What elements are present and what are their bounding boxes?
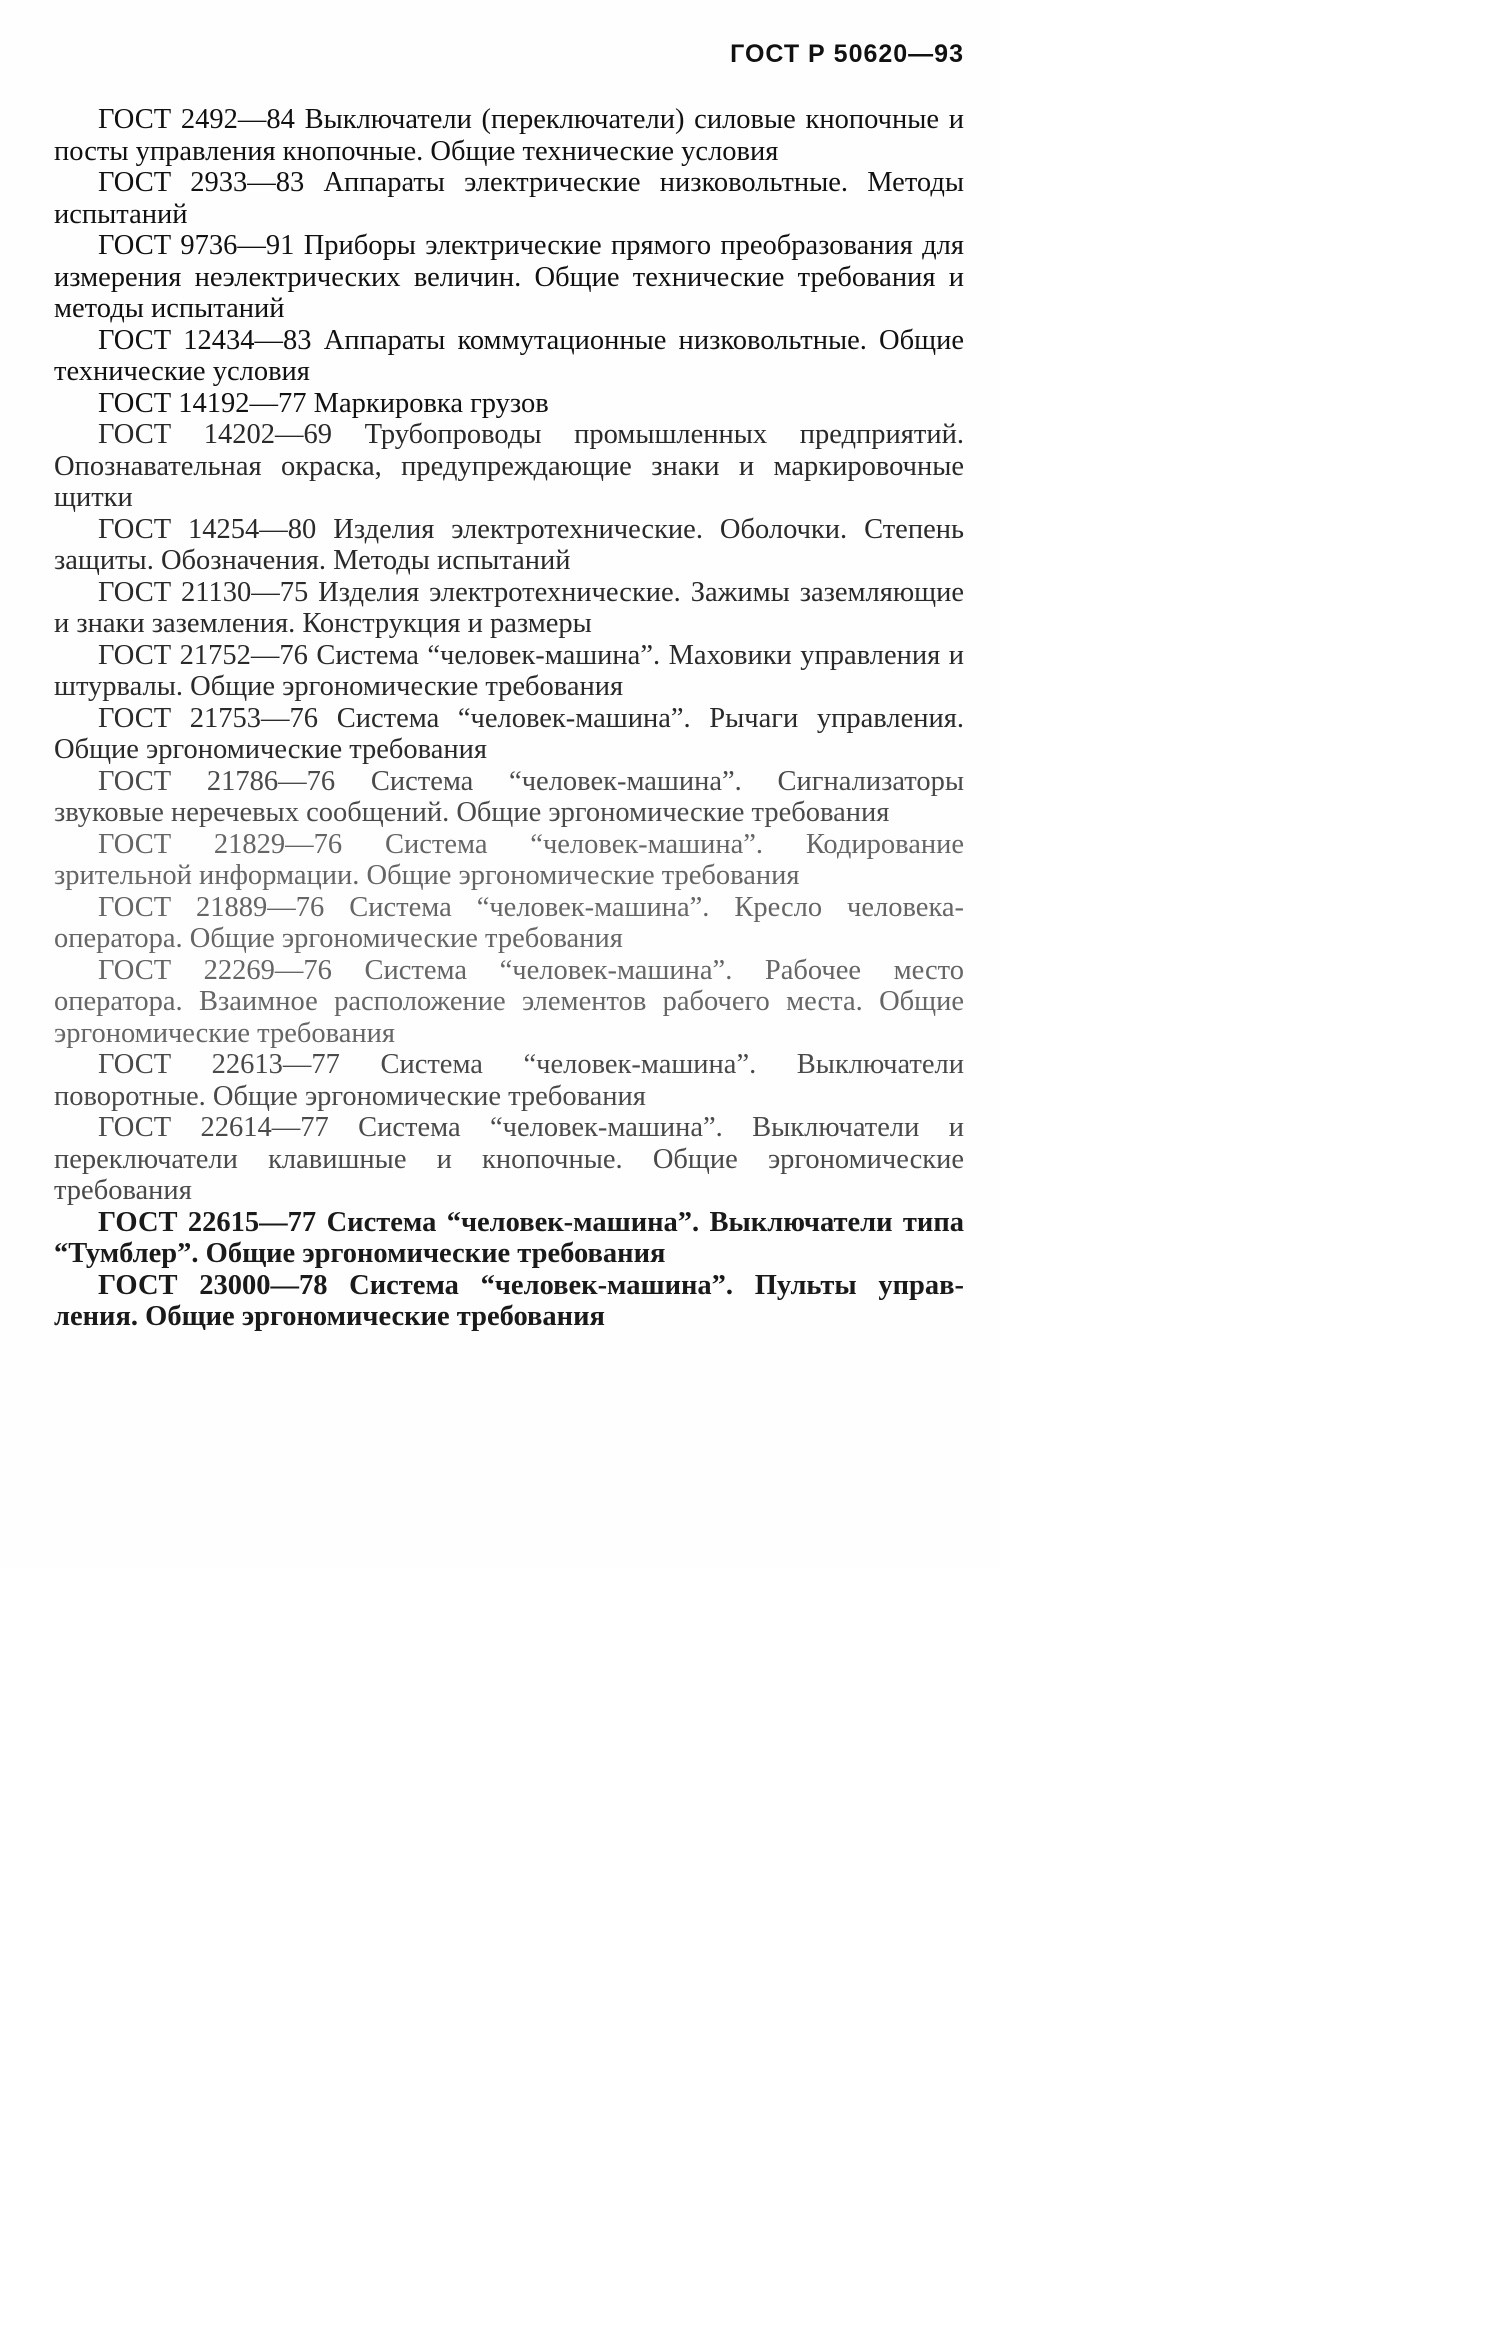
reference-code: ГОСТ 21130—75 <box>98 576 309 608</box>
reference-code: ГОСТ 14254—80 <box>98 513 317 545</box>
reference-title: Система “человек-машина”. Пульты управления. Общие эргономические требования <box>54 1269 965 1332</box>
reference-entry <box>54 230 964 325</box>
reference-title: Приборы электрические прямого преобразования для измерения неэлектрических величин. Общие технические требования и методы испытаний <box>54 230 964 324</box>
reference-code: ГОСТ 14192—77 <box>98 387 307 419</box>
reference-entry <box>54 1112 964 1207</box>
normative-references-list <box>54 104 964 1333</box>
reference-title: Выключатели (переключатели) силовые кнопочные и посты управления кнопочные. Общие технические условия <box>54 104 964 167</box>
reference-entry <box>54 514 964 577</box>
reference-code: ГОСТ 22269—76 <box>98 954 332 986</box>
reference-entry <box>54 766 964 829</box>
reference-entry <box>54 325 964 388</box>
reference-entry <box>54 703 964 766</box>
reference-entry <box>54 577 964 640</box>
reference-code: ГОСТ 2933—83 <box>98 167 305 198</box>
reference-title: Изделия электротехнические. Оболочки. Степень защиты. Обозначения. Методы испытаний <box>54 513 964 576</box>
reference-title: Система “человек-машина”. Рабочее место оператора. Взаимное расположение элементов рабочего места. Общие эргономические требования <box>54 954 964 1049</box>
reference-title: Система “человек-машина”. Сигнализаторы звуковые неречевых сообщений. Общие эргономические требования <box>54 765 964 828</box>
reference-code: ГОСТ 22614—77 <box>98 1112 329 1143</box>
reference-title: Система “человек-машина”. Выключатели поворотные. Общие эргономические требования <box>54 1049 964 1112</box>
document-page <box>0 0 1000 1568</box>
reference-title: Система “человек-машина”. Маховики управления и штурвалы. Общие эргономические требования <box>54 639 965 702</box>
reference-title: Трубопроводы промышленных предприятий. Опознавательная окраска, предупреждающие знаки и маркировочные щитки <box>54 419 964 513</box>
reference-title: Аппараты коммутационные низковольтные. Общие технические условия <box>54 324 964 387</box>
reference-code: ГОСТ 21753—76 <box>98 702 319 734</box>
reference-code: ГОСТ 21786—76 <box>98 765 336 797</box>
reference-code: ГОСТ 23000—78 <box>98 1269 328 1301</box>
reference-title: Система “человек-машина”. Кресло человека-оператора. Общие эргономические требования <box>54 891 964 954</box>
reference-entry <box>54 1270 964 1333</box>
reference-entry <box>54 892 964 955</box>
page-header-doc-number: ГОСТ Р 50620—93 <box>730 40 964 68</box>
reference-entry <box>54 167 964 230</box>
reference-entry <box>54 388 964 420</box>
reference-code: ГОСТ 2492—84 <box>98 104 295 135</box>
reference-code: ГОСТ 14202—69 <box>98 419 332 450</box>
reference-entry <box>54 829 964 892</box>
reference-code: ГОСТ 22613—77 <box>98 1049 340 1080</box>
reference-title: Маркировка грузов <box>313 387 549 419</box>
reference-title: Система “человек-машина”. Рычаги управления. Общие эргономические требования <box>54 702 964 765</box>
reference-code: ГОСТ 22615—77 <box>98 1206 317 1238</box>
reference-entry <box>54 104 964 167</box>
reference-code: ГОСТ 21752—76 <box>98 639 308 671</box>
reference-code: ГОСТ 12434—83 <box>98 324 312 356</box>
reference-code: ГОСТ 9736—91 <box>98 230 295 261</box>
reference-entry <box>54 419 964 514</box>
reference-code: ГОСТ 21889—76 <box>98 891 325 923</box>
reference-entry <box>54 640 964 703</box>
reference-title: Система “человек-машина”. Кодирование зрительной информации. Общие эргономические требования <box>54 828 964 891</box>
reference-code: ГОСТ 21829—76 <box>98 828 343 860</box>
reference-title: Аппараты электрические низковольтные. Методы испытаний <box>54 167 964 230</box>
reference-title: Система “человек-машина”. Выключатели и переключатели клавишные и кнопочные. Общие эргономические требования <box>54 1112 964 1206</box>
reference-entry <box>54 1049 964 1112</box>
reference-title: Система “человек-машина”. Выключатели типа “Тумблер”. Общие эргономические требования <box>54 1206 965 1269</box>
reference-entry <box>54 1207 964 1270</box>
reference-title: Изделия электротехнические. Зажимы заземляющие и знаки заземления. Конструкция и размеры <box>54 576 965 639</box>
reference-entry <box>54 955 964 1050</box>
